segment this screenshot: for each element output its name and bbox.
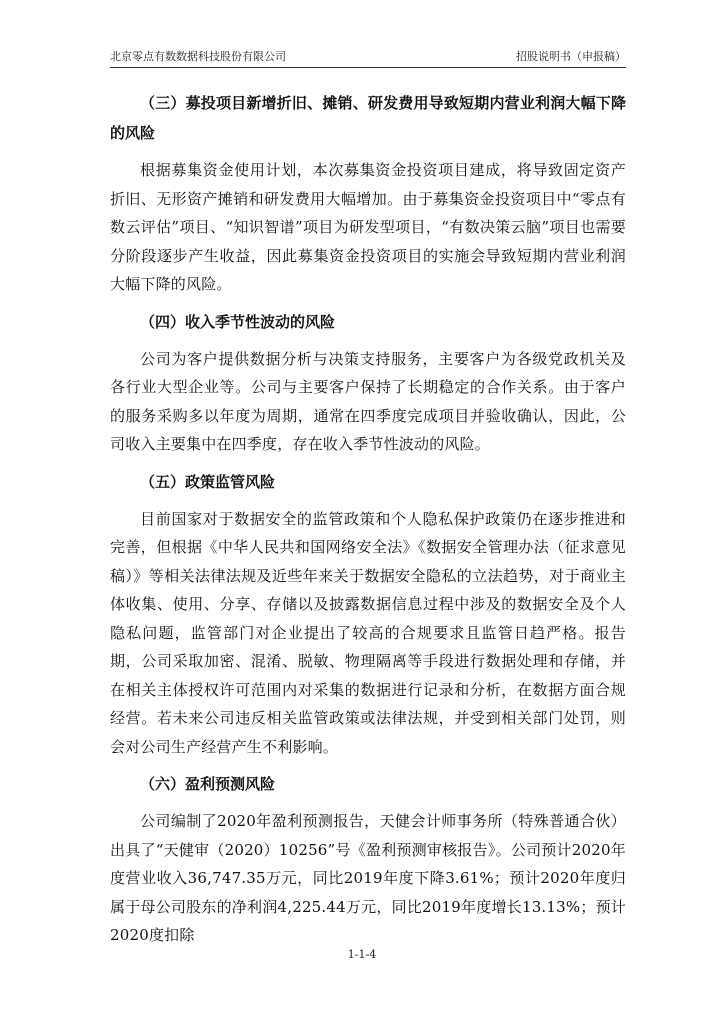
section-paragraph: 根据募集资金使用计划，本次募集资金投资项目建成，将导致固定资产折旧、无形资产摊销和研发费用大幅增加。由于募集资金投资项目中“零点有数云评估”项目、“知识智谱”项目为研发型项目，“有数决策云脑”项目也需要分阶段逐步产生收益，因此募集资金投资项目的实施会导致短期内营业利润大幅下降的风险。 <box>110 161 626 293</box>
section-paragraph: 公司为客户提供数据分析与决策支持服务，主要客户为各级党政机关及各行业大型企业等。公司与主要客户保持了长期稳定的合作关系。由于客户的服务采购多以年度为周期，通常在四季度完成项目并验收确认，因此，公司收入主要集中在四季度，存在收入季节性波动的风险。 <box>110 349 626 453</box>
section-heading: （六）盈利预测风险 <box>140 775 276 793</box>
header-divider <box>110 67 626 68</box>
header-company-name: 北京零点有数数据科技股份有限公司 <box>110 50 286 63</box>
document-body <box>110 88 626 958</box>
section-heading: （五）政策监管风险 <box>140 472 276 491</box>
section-policy-regulation-risk <box>110 467 626 762</box>
section-heading: （三）募投项目新增折旧、摊销、研发费用导致短期内营业利润大幅下降的风险 <box>110 94 626 142</box>
section-paragraph: 目前国家对于数据安全的监管政策和个人隐私保护政策仍在逐步推进和完善，但根据《中华人民共和国网络安全法》《数据安全管理办法（征求意见稿）》等相关法律法规及近些年来关于数据安全隐私的立法趋势，对于商业主体收集、使用、分享、存储以及披露数据信息过程中涉及的数据安全及个人隐私问题，监管部门对企业提出了较高的合规要求且监管日趋严格。报告期，公司采取加密、混淆、脱敏、物理隔离等手段进行数据处理和存储，并在相关主体授权许可范围内对采集的数据进行记录和分析，在数据方面合规经营。若未来公司违反相关监管政策或法律法规，并受到相关部门处罚，则会对公司生产经营产生不利影响。 <box>110 509 626 756</box>
page-header <box>110 48 626 66</box>
section-profit-forecast-risk <box>110 769 626 950</box>
page-number: 1-1-4 <box>347 948 377 961</box>
section-seasonal-revenue-risk <box>110 307 626 459</box>
header-document-type: 招股说明书（申报稿） <box>516 50 626 63</box>
section-paragraph: 公司编制了2020年盈利预测报告，天健会计师事务所（特殊普通合伙）出具了“天健审（2020）10256”号《盈利预测审核报告》。公司预计2020年度营业收入36,747.35万元，同比2019年度下降3.61%；预计2020年度归属于母公司股东的净利润4,225.44万元，同比2019年度增长13.13%；预计2020度扣除 <box>110 812 626 944</box>
section-fundraising-depreciation-risk <box>110 88 626 299</box>
section-heading: （四）收入季节性波动的风险 <box>140 312 336 331</box>
